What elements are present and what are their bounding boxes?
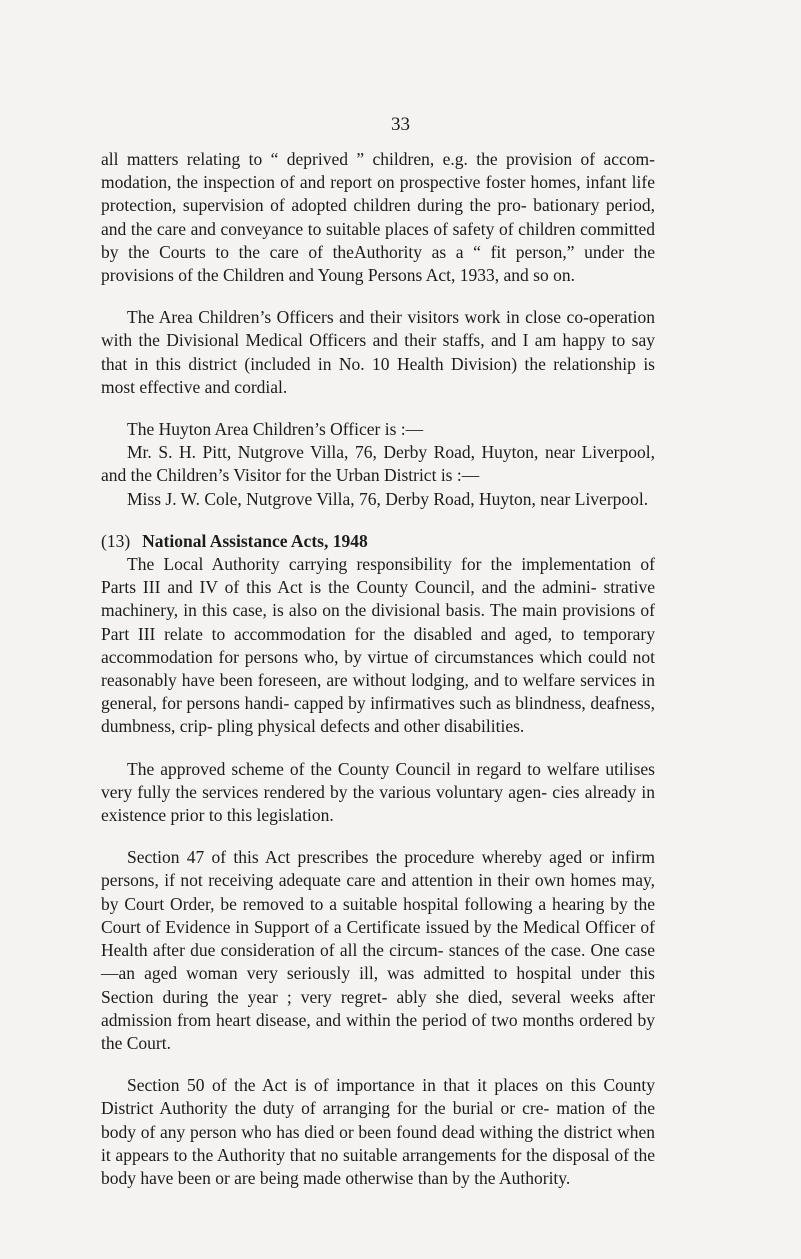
- section-title: National Assistance Acts, 1948: [142, 530, 368, 551]
- officer-address-pitt: Mr. S. H. Pitt, Nutgrove Villa, 76, Derby Road, Huyton, near Liverpool, and the Children’s Visitor for the Urban District is :—: [101, 442, 655, 486]
- paragraph-section-47: Section 47 of this Act prescribes the procedure whereby aged or infirm persons, if not receiving adequate care and attention in their own homes may, by Court Order, be removed to a suitable hospital following a hearing by the Court of Evidence in Support of a Certificate issued by the Medical Officer of Health after due consideration of all the circum- stances of the case. One case—an aged woman very seriously ill, was admitted to hospital under this Section during the year ; very regret- ably she died, several weeks after admission from heart disease, and within the period of two months ordered by the Court.: [101, 847, 655, 1053]
- section-number: (13): [101, 530, 131, 551]
- paragraph-approved-scheme: The approved scheme of the County Council in regard to welfare utilises very fully the services rendered by the various voluntary agen- cies already in existence prior to this legislation.: [101, 758, 655, 826]
- section-heading: [101, 530, 655, 553]
- body-text: [101, 148, 655, 1209]
- officer-intro: The Huyton Area Children’s Officer is :—: [127, 419, 424, 440]
- paragraph-area-childrens-officers: The Area Children’s Officers and their visitors work in close co-operation with the Divisional Medical Officers and their staffs, and I am happy to say that in this district (included in No. 10 Health Division) the relationship is most effective and cordial.: [101, 307, 655, 397]
- paragraph-section-50: Section 50 of the Act is of importance in that it places on this County District Authority the duty of arranging for the burial or cre- mation of the body of any person who has died or been found dead withing the district when it appears to the Authority that no suitable arrangements for the disposal of the body have been or are being made otherwise than by the Authority.: [101, 1075, 655, 1188]
- section-national-assistance: [101, 530, 655, 739]
- officer-addresses: [101, 418, 655, 511]
- officer-address-cole: Miss J. W. Cole, Nutgrove Villa, 76, Derby Road, Huyton, near Liverpool.: [127, 488, 649, 509]
- paragraph-children-matters: all matters relating to “ deprived ” children, e.g. the provision of accom- modation, the inspection of and report on prospective foster homes, infant life protection, supervision of adopted children during the pro- bationary period, and the care and conveyance to suitable places of safety of children committed by the Courts to the care of theAuthority as a “ fit person,” under the provisions of the Children and Young Persons Act, 1933, and so on.: [101, 149, 655, 286]
- page-number: 33: [391, 114, 410, 135]
- paragraph-local-authority: The Local Authority carrying responsibility for the implementation of Parts III and IV of this Act is the County Council, and the admini- strative machinery, in this case, is also on the divisional basis. The main provisions of Part III relate to accommodation for the disabled and aged, to temporary accommodation for persons who, by virtue of circumstances which could not reasonably have been foreseen, are without lodging, and to welfare services in general, for persons handi- capped by infirmatives such as blindness, deafness, dumbness, crip- pling physical defects and other disabilities.: [101, 554, 655, 737]
